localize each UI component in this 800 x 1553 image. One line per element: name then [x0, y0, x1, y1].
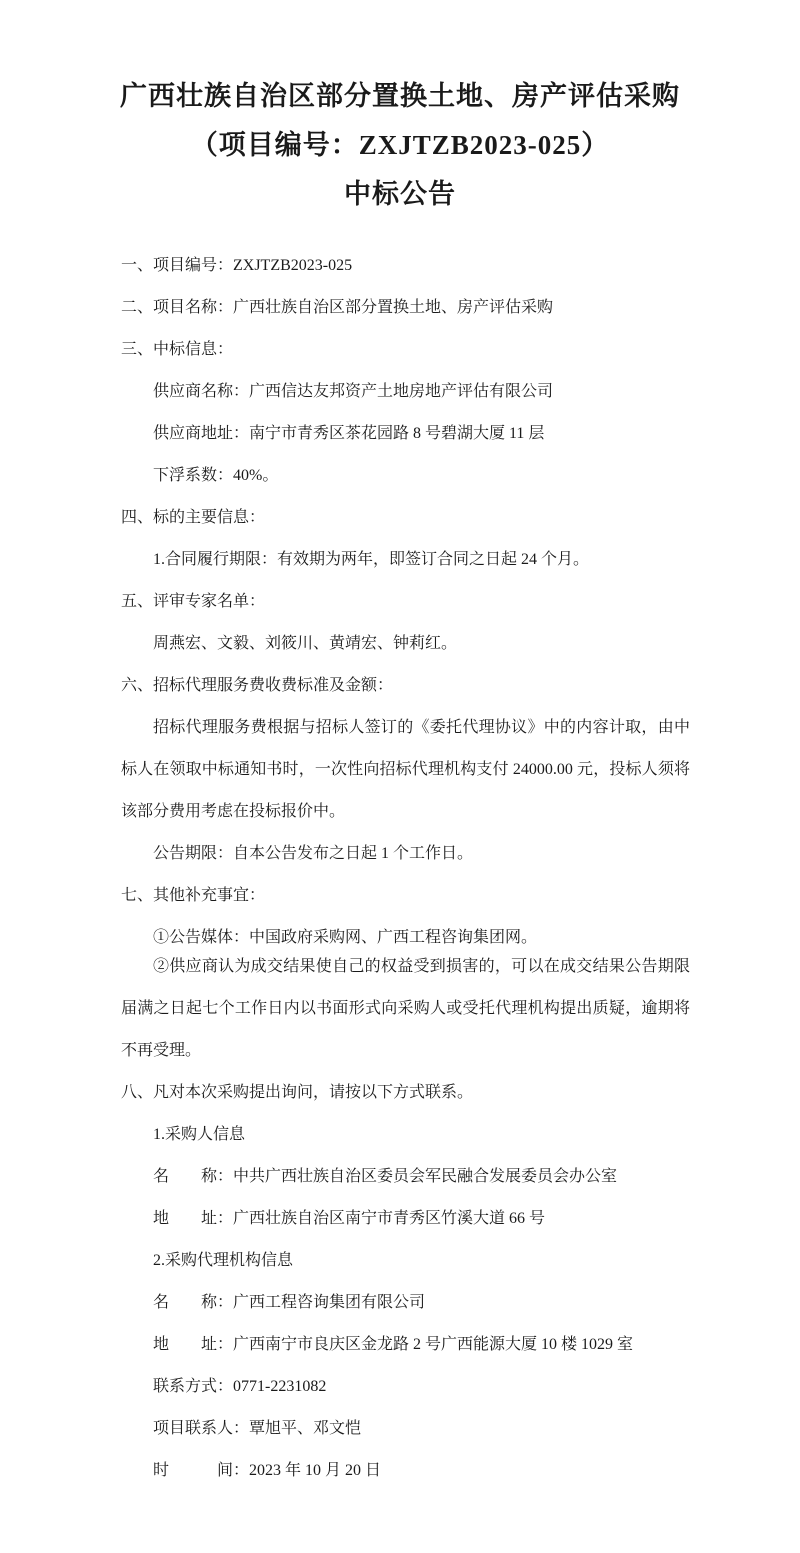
para-supplier-name: 供应商名称：广西信达友邦资产土地房地产评估有限公司 [153, 383, 554, 400]
document-body [0, 219, 800, 1492]
heading-subject-info: 四、标的主要信息： [121, 509, 266, 526]
para-agency-fee-detail: 招标代理服务费根据与招标人签订的《委托代理协议》中的内容计取，由中标人在领取中标通知书时，一次性向招标代理机构支付 24000.00 元，投标人须将该部分费用考虑在投标报价中。 [121, 719, 690, 820]
para-agency-name: 名 称：广西工程咨询集团有限公司 [153, 1294, 426, 1311]
heading-agency-info: 2.采购代理机构信息 [153, 1252, 294, 1269]
para-project-number: 一、项目编号：ZXJTZB2023-025 [121, 257, 353, 274]
para-agency-address: 地 址：广西南宁市良庆区金龙路 2 号广西能源大厦 10 楼 1029 室 [153, 1336, 634, 1353]
doc-title-project-name: 广西壮族自治区部分置换土地、房产评估采购 [120, 81, 680, 111]
heading-award-info: 三、中标信息： [121, 341, 234, 358]
para-purchaser-name: 名 称：中共广西壮族自治区委员会军民融合发展委员会办公室 [153, 1168, 618, 1185]
doc-title-announcement-type: 中标公告 [344, 179, 456, 209]
para-project-contacts: 项目联系人：覃旭平、邓文恺 [153, 1420, 362, 1437]
para-announcement-date: 时 间：2023 年 10 月 20 日 [153, 1462, 382, 1479]
para-supplier-address: 供应商地址：南宁市青秀区茶花园路 8 号碧湖大厦 11 层 [153, 425, 545, 442]
para-dispute-notice: ②供应商认为成交结果使自己的权益受到损害的，可以在成交结果公告期限届满之日起七个工作日内以书面形式向采购人或受托代理机构提出质疑，逾期将不再受理。 [121, 958, 690, 1059]
para-discount-rate: 下浮系数：40%。 [153, 467, 279, 484]
heading-other-matters: 七、其他补充事宜： [121, 887, 266, 904]
para-announcement-period: 公告期限：自本公告发布之日起 1 个工作日。 [153, 845, 474, 862]
para-project-name: 二、项目名称：广西壮族自治区部分置换土地、房产评估采购 [121, 299, 554, 316]
para-announcement-media: ①公告媒体：中国政府采购网、广西工程咨询集团网。 [153, 929, 538, 946]
heading-purchaser-info: 1.采购人信息 [153, 1126, 246, 1143]
para-contact-phone: 联系方式：0771-2231082 [153, 1378, 327, 1395]
heading-expert-list: 五、评审专家名单： [121, 593, 266, 610]
para-contract-term: 1.合同履行期限：有效期为两年，即签订合同之日起 24 个月。 [153, 551, 590, 568]
heading-contact-info: 八、凡对本次采购提出询问，请按以下方式联系。 [121, 1084, 474, 1101]
para-expert-names: 周燕宏、文毅、刘筱川、黄靖宏、钟莉红。 [153, 635, 458, 652]
doc-title-project-number: （项目编号：ZXJTZB2023-025） [190, 130, 610, 160]
heading-agency-fee: 六、招标代理服务费收费标准及金额： [121, 677, 394, 694]
document-title-block [0, 0, 800, 219]
para-purchaser-address: 地 址：广西壮族自治区南宁市青秀区竹溪大道 66 号 [153, 1210, 546, 1227]
